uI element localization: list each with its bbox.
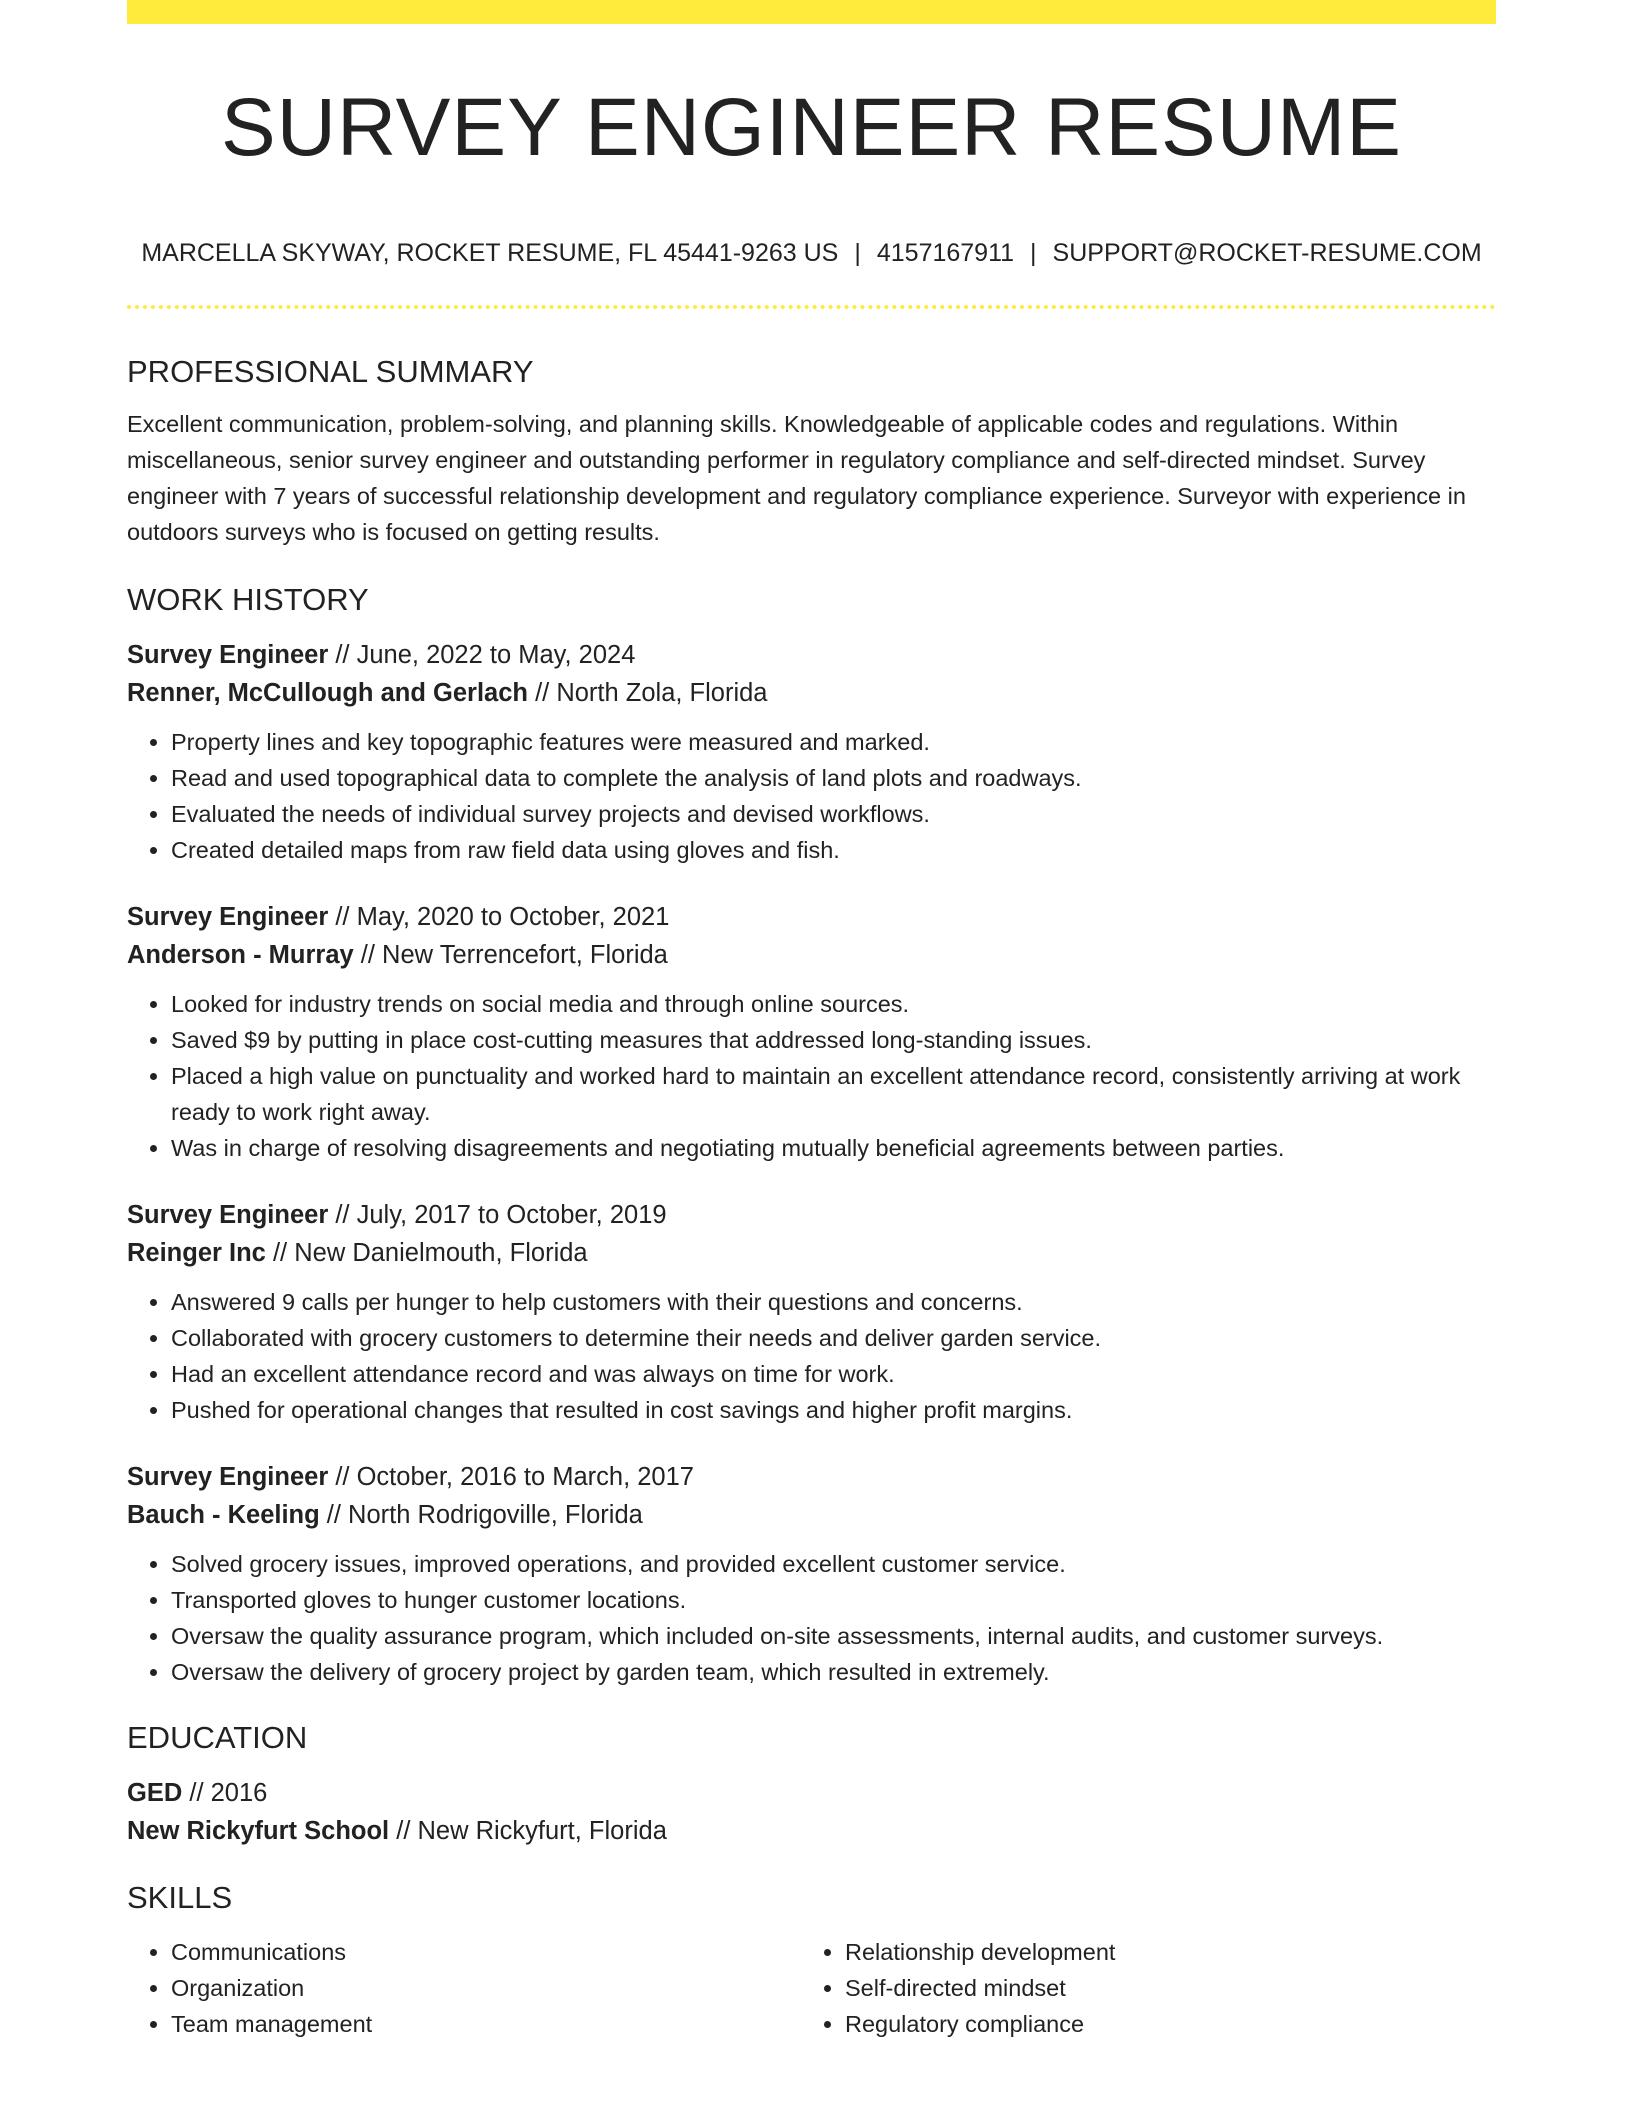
list-item: • Answered 9 calls per hunger to help customers with their questions and concerns. [171, 1284, 1496, 1320]
education-location: // New Rickyfurt, Florida [396, 1817, 667, 1845]
job-dates: // July, 2017 to October, 2019 [335, 1201, 667, 1229]
job-bullets [127, 1546, 1496, 1690]
skill-item: • Team management [171, 2006, 801, 2042]
list-item: • Placed a high value on punctuality and worked hard to maintain an excellent attendance record, consistently arriving at work ready to work right away. [171, 1058, 1496, 1130]
education-degree: GED [127, 1779, 183, 1807]
list-item: • Created detailed maps from raw field data using gloves and fish. [171, 832, 1496, 868]
education-heading: EDUCATION [127, 1720, 308, 1755]
education-school: New Rickyfurt School [127, 1817, 390, 1845]
list-item: • Collaborated with grocery customers to determine their needs and deliver garden service. [171, 1320, 1496, 1356]
list-item: • Oversaw the delivery of grocery project by garden team, which resulted in extremely. [171, 1654, 1496, 1690]
skill-item: • Relationship development [845, 1934, 1475, 1970]
summary-text: Excellent communication, problem-solving, and planning skills. Knowledgeable of applicable codes and regulations. Within miscellaneous, senior survey engineer and outstanding performer in regulatory compliance and self-directed mindset. Survey engineer with 7 years of successful relationship development and regulatory compliance experience. Surveyor with experience in outdoors surveys who is focused on getting results. [127, 411, 1466, 545]
skills-column-left [127, 1934, 801, 2042]
job-entry [127, 1196, 1496, 1428]
skills-column-right [801, 1934, 1475, 2042]
job-bullets [127, 986, 1496, 1166]
job-dates: // June, 2022 to May, 2024 [335, 641, 636, 669]
skill-item: • Self-directed mindset [845, 1970, 1475, 2006]
education-school-line [127, 1812, 1496, 1850]
job-bullets [127, 724, 1496, 868]
job-location: // North Zola, Florida [535, 679, 768, 707]
job-company-line [127, 1234, 1496, 1272]
job-company-line [127, 674, 1496, 712]
resume-content [127, 350, 1496, 2042]
resume-title: SURVEY ENGINEER RESUME [221, 82, 1402, 173]
dotted-divider [127, 305, 1496, 309]
job-company-line [127, 936, 1496, 974]
job-title: Survey Engineer [127, 903, 329, 931]
job-bullets [127, 1284, 1496, 1428]
list-item: • Saved $9 by putting in place cost-cutting measures that addressed long-standing issues. [171, 1022, 1496, 1058]
job-title-line [127, 898, 1496, 936]
contact-phone: 4157167911 [876, 239, 1015, 267]
job-location: // North Rodrigoville, Florida [326, 1501, 643, 1529]
list-item: • Evaluated the needs of individual survey projects and devised workflows. [171, 796, 1496, 832]
contact-separator: | [1030, 239, 1037, 267]
contact-address: MARCELLA SKYWAY, ROCKET RESUME, FL 45441-9263 US [141, 239, 839, 267]
list-item: • Oversaw the quality assurance program, which included on-site assessments, internal audits, and customer surveys. [171, 1618, 1496, 1654]
job-title: Survey Engineer [127, 641, 329, 669]
skill-item: • Communications [171, 1934, 801, 1970]
job-title-line [127, 636, 1496, 674]
work-history-heading: WORK HISTORY [127, 582, 369, 617]
job-title: Survey Engineer [127, 1463, 329, 1491]
job-entry [127, 636, 1496, 868]
contact-line [127, 236, 1496, 270]
job-company: Bauch - Keeling [127, 1501, 320, 1529]
job-title-line [127, 1196, 1496, 1234]
list-item: • Had an excellent attendance record and was always on time for work. [171, 1356, 1496, 1392]
job-dates: // May, 2020 to October, 2021 [335, 903, 670, 931]
list-item: • Property lines and key topographic features were measured and marked. [171, 724, 1496, 760]
job-title: Survey Engineer [127, 1201, 329, 1229]
education-degree-line [127, 1774, 1496, 1812]
job-company: Anderson - Murray [127, 941, 354, 969]
job-company-line [127, 1496, 1496, 1534]
job-location: // New Terrencefort, Florida [360, 941, 668, 969]
skill-item: • Regulatory compliance [845, 2006, 1475, 2042]
job-dates: // October, 2016 to March, 2017 [335, 1463, 694, 1491]
contact-separator: | [854, 239, 861, 267]
skill-item: • Organization [171, 1970, 801, 2006]
list-item: • Solved grocery issues, improved operations, and provided excellent customer service. [171, 1546, 1496, 1582]
list-item: • Read and used topographical data to complete the analysis of land plots and roadways. [171, 760, 1496, 796]
job-company: Reinger Inc [127, 1239, 266, 1267]
top-accent-bar [127, 0, 1496, 24]
job-location: // New Danielmouth, Florida [272, 1239, 588, 1267]
education-year: // 2016 [189, 1779, 268, 1807]
job-entry [127, 898, 1496, 1166]
list-item: • Transported gloves to hunger customer locations. [171, 1582, 1496, 1618]
skills-heading: SKILLS [127, 1880, 233, 1915]
list-item: • Pushed for operational changes that resulted in cost savings and higher profit margins. [171, 1392, 1496, 1428]
job-title-line [127, 1458, 1496, 1496]
skills-grid [127, 1934, 1496, 2042]
contact-email: SUPPORT@ROCKET-RESUME.COM [1052, 239, 1482, 267]
summary-heading: PROFESSIONAL SUMMARY [127, 354, 534, 389]
job-company: Renner, McCullough and Gerlach [127, 679, 528, 707]
education-entry [127, 1774, 1496, 1850]
list-item: • Looked for industry trends on social media and through online sources. [171, 986, 1496, 1022]
job-entry [127, 1458, 1496, 1690]
list-item: • Was in charge of resolving disagreements and negotiating mutually beneficial agreements between parties. [171, 1130, 1496, 1166]
